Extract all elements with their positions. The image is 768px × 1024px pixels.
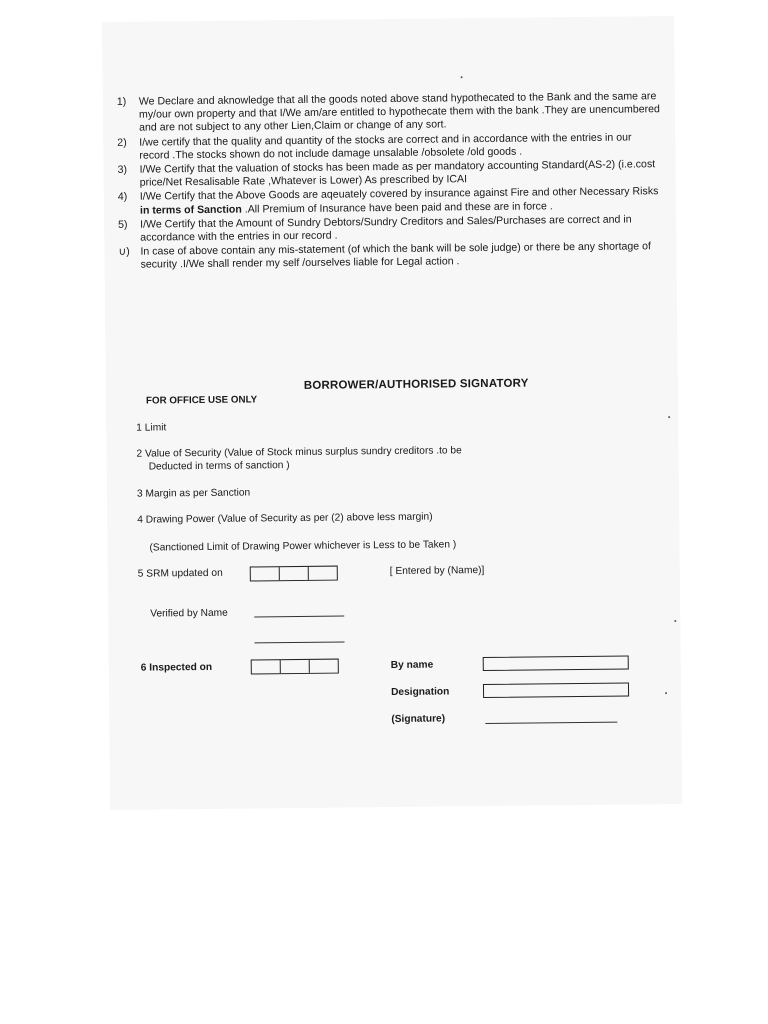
srm-updated-label: 5 SRM updated on (137, 567, 223, 580)
declaration-text (140, 240, 663, 272)
scan-speck (461, 76, 463, 78)
declaration-text-part: I/We Certify that the Above Goods are aqeuately covered by insurance against Fire and other Necessary Risks (139, 185, 659, 204)
entered-by-label: [ Entered by (Name)] (389, 565, 485, 578)
scan-speck (674, 620, 676, 622)
declaration-number: 4) (117, 191, 128, 204)
designation-field[interactable] (483, 683, 629, 699)
declaration-text (140, 213, 663, 245)
signature-line[interactable] (485, 722, 617, 724)
signature-label: (Signature) (391, 713, 446, 726)
declaration-text (139, 90, 662, 135)
verified-by-line[interactable] (254, 615, 344, 617)
drawing-power-note: (Sanctioned Limit of Drawing Power whichever is Less to be Taken ) (149, 539, 457, 554)
scan-speck (665, 692, 667, 694)
office-use-label: FOR OFFICE USE ONLY (145, 394, 258, 407)
declaration-number: ∪) (118, 245, 130, 259)
declaration-text (139, 158, 662, 190)
designation-label: Designation (390, 686, 450, 699)
margin-label: 3 Margin as per Sanction (136, 487, 251, 500)
declaration-list (117, 90, 664, 273)
srm-date-boxes[interactable] (250, 566, 338, 582)
declaration-text-part: We Declare and aknowledge that all the goods noted above stand hypothecated to the Bank and the same are my/our own property and that I/We am/are entitled to hypothecate them with the bank .They are unencumbered and are not subject to any other Lien,Claim or change of any sort. (138, 90, 660, 135)
declaration-text-part: I/we certify that the quality and quantity of the stocks are correct and in accordance with the entries in our record .The stocks shown do not include damage unsalable /obsolete /old goods . (139, 131, 632, 162)
declaration-number: 3) (117, 163, 128, 176)
declaration-text-part: I/We Certify that the Amount of Sundry Debtors/Sundry Creditors and Sales/Purchases are correct and in accordance with the entries in our record . (140, 213, 632, 244)
declaration-number: 2) (117, 136, 127, 149)
signatory-heading: BORROWER/AUTHORISED SIGNATORY (303, 377, 529, 392)
declaration-text-part: I/We Certify that the valuation of stocks has been made as per mandatory accounting Standard(AS-2) (i.e.cost price/Net Resalisable Rate ,Whatever is Lower) As prescribed by ICAI (139, 158, 656, 189)
declaration-text-part: In case of above contain any mis-statement (of which the bank will be sole judge) or there be any shortage of security .I/We shall render my self /ourselves liable for Legal action . (140, 240, 652, 272)
scan-speck (668, 416, 670, 418)
drawing-power-label: 4 Drawing Power (Value of Security as per (2) above less margin) (137, 511, 433, 526)
declaration-text (140, 186, 663, 218)
verified-by-line-2[interactable] (255, 641, 345, 643)
limit-label: 1 Limit (136, 422, 167, 434)
by-name-field[interactable] (483, 656, 629, 672)
declaration-text-part: .All Premium of Insurance have been paid and these are in force . (241, 199, 553, 216)
declaration-item (118, 240, 663, 272)
inspected-date-boxes[interactable] (251, 659, 339, 675)
by-name-label: By name (390, 659, 434, 672)
value-of-security-label: 2 Value of Security (Value of Stock minus surplus sundry creditors .to be (136, 445, 462, 460)
value-of-security-label-cont: Deducted in terms of sanction ) (148, 460, 290, 473)
declaration-text-bold: in terms of Sanction (139, 203, 242, 217)
declaration-number: 5) (118, 218, 128, 231)
declaration-text (139, 131, 662, 163)
inspected-on-label: 6 Inspected on (140, 661, 213, 674)
verified-by-label: Verified by Name (150, 607, 228, 620)
declaration-item (117, 90, 662, 135)
scanned-form (102, 16, 682, 810)
declaration-number: 1) (116, 95, 127, 108)
